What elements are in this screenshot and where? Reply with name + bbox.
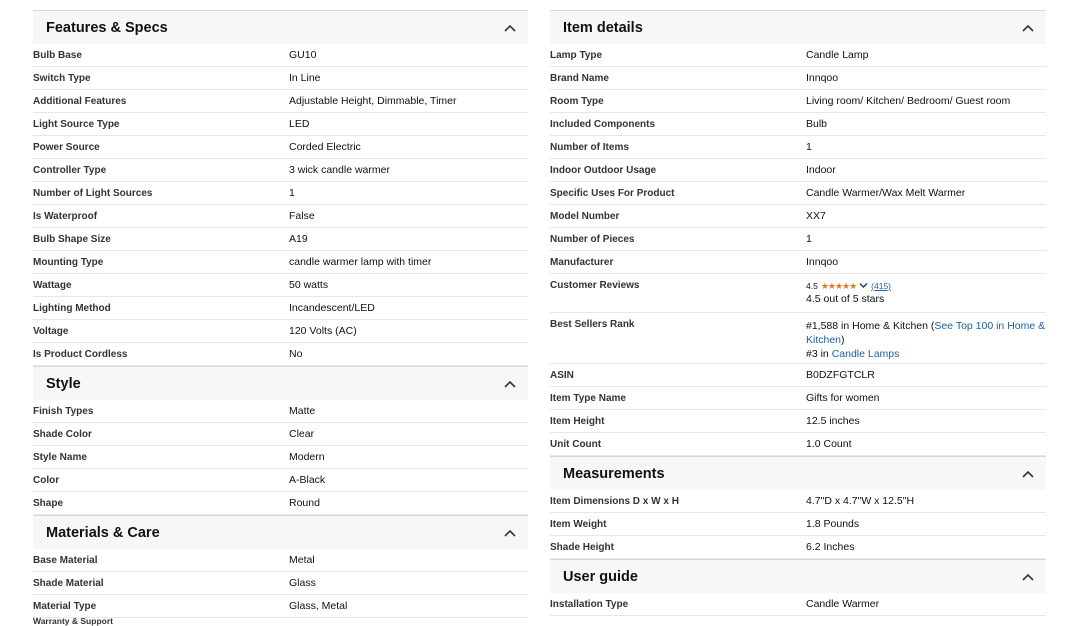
table-row	[550, 490, 1046, 513]
row-value: Incandescent/LED	[289, 302, 375, 314]
row-value: Living room/ Kitchen/ Bedroom/ Guest room	[806, 95, 1011, 107]
table-row	[33, 572, 528, 595]
table-row	[550, 44, 1046, 67]
row-key: Specific Uses For Product	[550, 187, 675, 199]
row-value: Glass, Metal	[289, 600, 348, 612]
features-specs-header[interactable]	[33, 10, 528, 44]
rank-text: )	[841, 334, 845, 346]
row-key: Number of Pieces	[550, 233, 635, 245]
row-value: Adjustable Height, Dimmable, Timer	[289, 95, 457, 107]
table-row	[33, 159, 528, 182]
table-row	[550, 251, 1046, 274]
row-key: Finish Types	[33, 405, 94, 417]
section-title: Features & Specs	[46, 19, 168, 36]
row-value: Clear	[289, 428, 315, 440]
table-row	[33, 423, 528, 446]
row-value: 1	[806, 141, 812, 153]
row-key: Mounting Type	[33, 256, 104, 268]
row-key: Lighting Method	[33, 302, 111, 314]
row-value: Candle Lamp	[806, 49, 869, 61]
user-guide-table	[550, 593, 1046, 616]
table-row	[33, 44, 528, 67]
table-row	[550, 387, 1046, 410]
row-value: A-Black	[289, 474, 326, 486]
row-value: 1	[806, 233, 812, 245]
materials-care-table	[33, 549, 528, 618]
measurements-table	[550, 490, 1046, 559]
row-key: Switch Type	[33, 72, 91, 84]
row-key: Manufacturer	[550, 256, 614, 268]
row-key: Light Source Type	[33, 118, 120, 130]
table-row	[33, 343, 528, 366]
row-key: Voltage	[33, 325, 69, 337]
table-row	[33, 182, 528, 205]
row-key: Number of Items	[550, 141, 629, 153]
row-key: Room Type	[550, 95, 604, 107]
warranty-support-label: Warranty & Support	[33, 616, 113, 626]
row-value: Matte	[289, 405, 316, 417]
table-row	[550, 593, 1046, 616]
item-details-table-2	[550, 364, 1046, 456]
materials-care-header[interactable]	[33, 515, 528, 549]
table-row	[550, 433, 1046, 456]
section-title: Measurements	[563, 465, 665, 482]
row-value: False	[289, 210, 315, 222]
row-value: B0DZFGTCLR	[806, 369, 875, 381]
row-key: Controller Type	[33, 164, 107, 176]
section-title: User guide	[563, 568, 638, 585]
row-value: 1	[289, 187, 295, 199]
table-row	[550, 228, 1046, 251]
table-row	[550, 536, 1046, 559]
row-key: Additional Features	[33, 95, 127, 107]
row-key: Brand Name	[550, 72, 609, 84]
chevron-up-icon[interactable]	[503, 528, 517, 538]
chevron-up-icon[interactable]	[1021, 572, 1035, 582]
row-value	[806, 280, 1046, 306]
row-value: 50 watts	[289, 279, 329, 291]
row-value: 1.0 Count	[806, 438, 852, 450]
row-value: Bulb	[806, 118, 828, 130]
row-value: Gifts for women	[806, 392, 880, 404]
row-value: LED	[289, 118, 310, 130]
table-row	[550, 274, 1046, 313]
row-key: ASIN	[550, 369, 574, 381]
row-key: Bulb Shape Size	[33, 233, 111, 245]
table-row	[550, 90, 1046, 113]
row-value: Indoor	[806, 164, 836, 176]
row-key: Lamp Type	[550, 49, 603, 61]
chevron-up-icon[interactable]	[1021, 469, 1035, 479]
row-key: Is Waterproof	[33, 210, 98, 222]
row-value: 6.2 Inches	[806, 541, 855, 553]
row-value: 120 Volts (AC)	[289, 325, 357, 337]
style-header[interactable]	[33, 366, 528, 400]
table-row	[33, 251, 528, 274]
row-value: Candle Warmer/Wax Melt Warmer	[806, 187, 966, 199]
row-key: Item Weight	[550, 518, 607, 530]
row-key: Unit Count	[550, 438, 602, 450]
row-key: Indoor Outdoor Usage	[550, 164, 657, 176]
right-column	[550, 10, 1046, 616]
item-details-header[interactable]	[550, 10, 1046, 44]
row-key: Bulb Base	[33, 49, 82, 61]
row-value: Modern	[289, 451, 325, 463]
review-count-link[interactable]: (415)	[871, 281, 892, 291]
row-key: Shade Height	[550, 541, 614, 553]
table-row	[33, 492, 528, 515]
row-key: Customer Reviews	[550, 280, 640, 291]
table-row	[33, 90, 528, 113]
row-value: Candle Warmer	[806, 598, 880, 610]
chevron-up-icon[interactable]	[503, 23, 517, 33]
row-key: Material Type	[33, 600, 97, 612]
row-key: Shape	[33, 497, 64, 509]
table-row	[33, 228, 528, 251]
star-rating-icon[interactable]: ★★★★★	[820, 281, 857, 291]
table-row	[550, 159, 1046, 182]
chevron-down-icon[interactable]	[859, 280, 868, 292]
table-row	[33, 113, 528, 136]
table-row	[550, 205, 1046, 228]
table-row	[550, 364, 1046, 387]
table-row	[550, 67, 1046, 90]
row-value	[806, 319, 1046, 361]
row-key: Best Sellers Rank	[550, 319, 635, 330]
table-row	[550, 136, 1046, 159]
row-key: Number of Light Sources	[33, 187, 153, 199]
left-column	[33, 10, 528, 618]
row-value: GU10	[289, 49, 317, 61]
table-row	[33, 446, 528, 469]
chevron-up-icon[interactable]	[1021, 23, 1035, 33]
table-row	[33, 297, 528, 320]
item-details-table	[550, 44, 1046, 274]
table-row	[33, 67, 528, 90]
measurements-header[interactable]	[550, 456, 1046, 490]
table-row	[33, 469, 528, 492]
table-row	[33, 136, 528, 159]
table-row	[550, 182, 1046, 205]
table-row	[550, 513, 1046, 536]
rating-summary: 4.5 out of 5 stars	[806, 293, 885, 305]
row-value: 4.7"D x 4.7"W x 12.5"H	[806, 495, 915, 507]
chevron-up-icon[interactable]	[503, 379, 517, 389]
row-key: Item Dimensions D x W x H	[550, 495, 679, 507]
row-value: 3 wick candle warmer	[289, 164, 390, 176]
row-key: Style Name	[33, 451, 87, 463]
row-value: Innqoo	[806, 256, 839, 268]
table-row	[550, 313, 1046, 364]
table-row	[33, 595, 528, 618]
row-key: Model Number	[550, 210, 620, 222]
table-row	[33, 205, 528, 228]
row-key: Installation Type	[550, 598, 629, 610]
row-key: Shade Color	[33, 428, 92, 440]
row-key: Shade Material	[33, 577, 104, 589]
row-value: Metal	[289, 554, 315, 566]
table-row	[550, 113, 1046, 136]
rank-text: #3 in	[806, 348, 832, 360]
table-row	[33, 320, 528, 343]
row-value: 1.8 Pounds	[806, 518, 860, 530]
row-value: A19	[289, 233, 308, 245]
row-key: Color	[33, 474, 60, 486]
rank-text: #1,588 in Home & Kitchen (	[806, 320, 935, 332]
section-title: Style	[46, 375, 81, 392]
row-key: Wattage	[33, 279, 72, 291]
section-title: Item details	[563, 19, 643, 36]
row-value: No	[289, 348, 303, 360]
table-row	[33, 549, 528, 572]
row-key: Base Material	[33, 554, 98, 566]
row-value: 12.5 inches	[806, 415, 860, 427]
see-top-100-link[interactable]: See Top 100 in Home & Kitchen	[806, 320, 1046, 346]
style-table	[33, 400, 528, 515]
row-value: Corded Electric	[289, 141, 361, 153]
row-key: Item Type Name	[550, 392, 626, 404]
row-value: Glass	[289, 577, 316, 589]
section-title: Materials & Care	[46, 524, 160, 541]
features-specs-table	[33, 44, 528, 366]
table-row	[550, 410, 1046, 433]
candle-lamps-link[interactable]: Candle Lamps	[831, 348, 900, 360]
row-key: Item Height	[550, 415, 605, 427]
table-row	[33, 400, 528, 423]
rating-number: 4.5	[806, 281, 818, 291]
row-value: In Line	[289, 72, 321, 84]
row-value: Round	[289, 497, 320, 509]
row-key: Power Source	[33, 141, 100, 153]
table-row	[33, 274, 528, 297]
row-value: Innqoo	[806, 72, 839, 84]
row-value: XX7	[806, 210, 826, 222]
row-key: Is Product Cordless	[33, 348, 128, 360]
user-guide-header[interactable]	[550, 559, 1046, 593]
row-value: candle warmer lamp with timer	[289, 256, 432, 268]
row-key: Included Components	[550, 118, 655, 130]
